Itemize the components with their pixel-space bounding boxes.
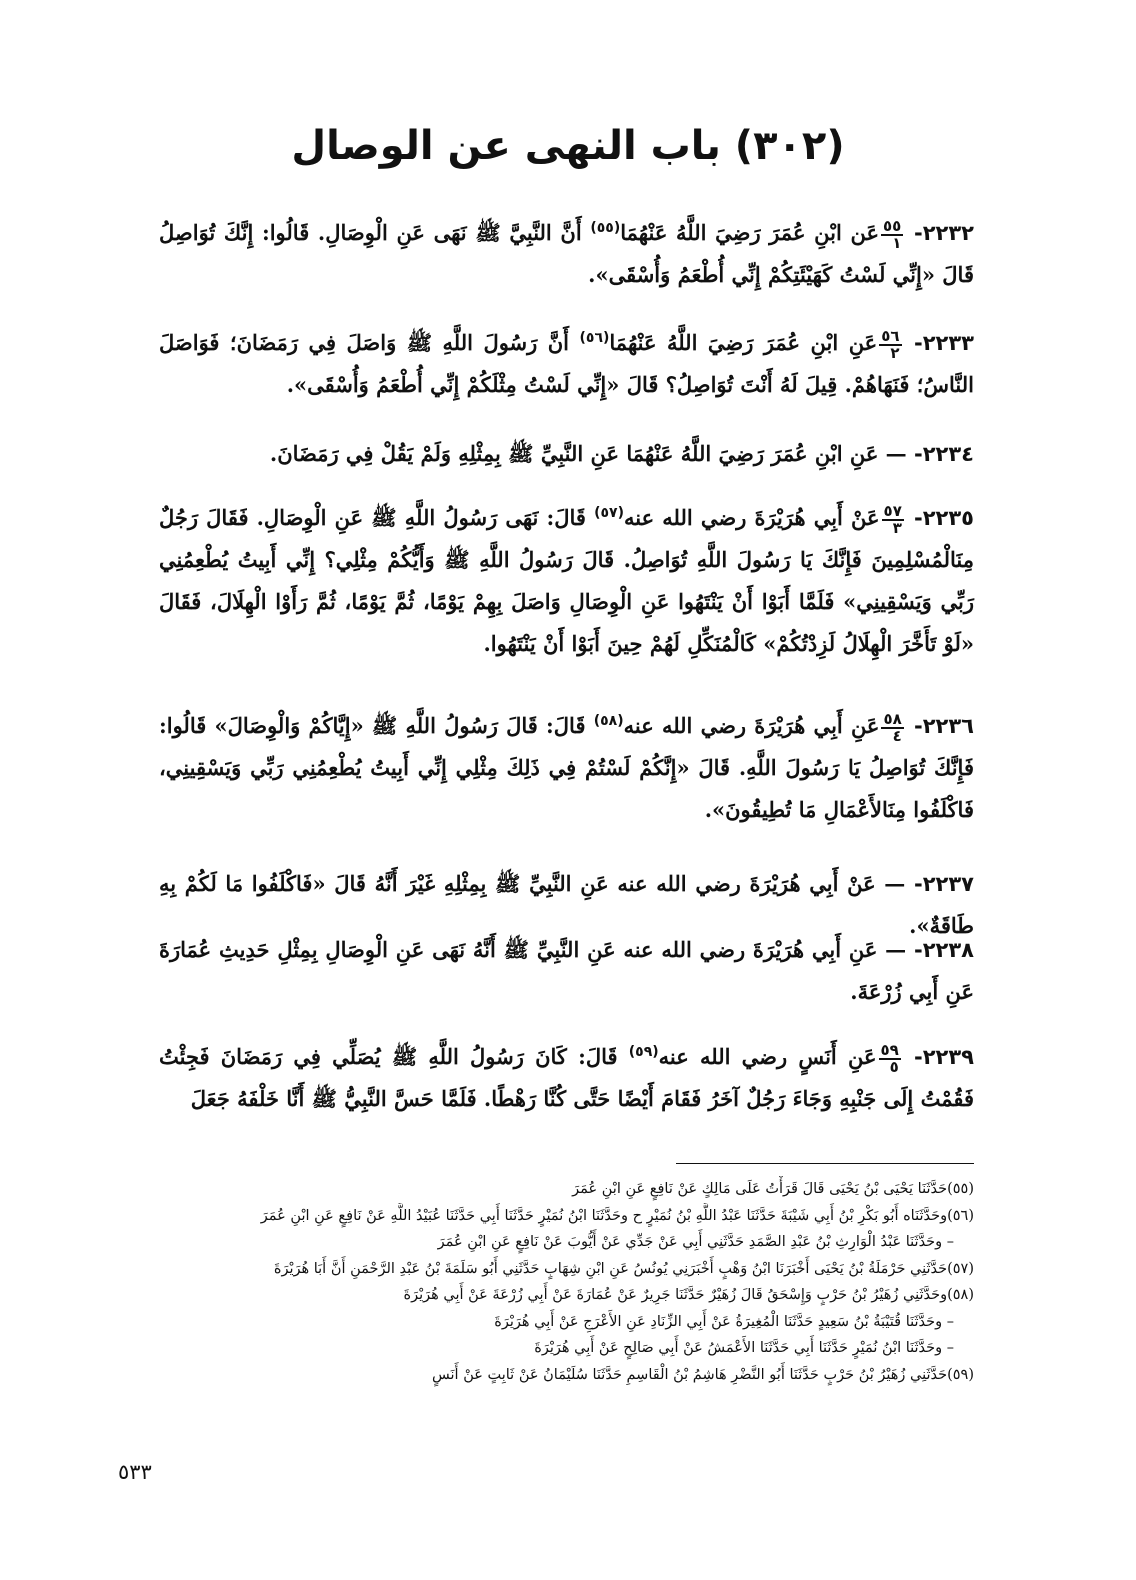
- hadith-text: أَنَّ النَّبِيَّ ﷺ نَهَى عَنِ الْوِصَالِ. قَالُوا: إِنَّكَ تُوَاصِلُ قَالَ «إِنِّي لَسْتُ كَهَيْئَتِكُمْ إِنِّي أُطْعَمُ وَأُسْقَى».: [159, 220, 974, 287]
- hadith-text: أَنَّ رَسُولَ اللَّهِ ﷺ وَاصَلَ فِي رَمَضَانَ؛ فَوَاصَلَ النَّاسُ؛ فَنَهَاهُمْ. قِيلَ لَهُ أَنْتَ تُوَاصِلُ؟ قَالَ «إِنِّي لَسْتُ مِثْلَكُمْ إِنِّي أُطْعَمُ وَأُسْقَى».: [159, 330, 974, 397]
- footnote-56: (٥٦)وحَدَّثَنَاه أَبُو بَكْرِ بْنُ أَبِي شَيْبَةَ حَدَّثَنَا عَبْدُ اللَّهِ بْنُ نُمَيْرٍ ح وحَدَّثَنَا ابْنُ نُمَيْرٍ حَدَّثَنَا أَبِي حَدَّثَنَا عُبَيْدُ اللَّهِ عَنْ نَافِعٍ عَنِ ابْنِ عُمَرَ: [260, 1207, 974, 1224]
- hadith-text: قَالَ: نَهَى رَسُولُ اللَّهِ ﷺ عَنِ الْوِصَالِ. فَقَالَ رَجُلٌ مِنَالْمُسْلِمِينَ فَإِنَّكَ يَا رَسُولَ اللَّهِ تُوَاصِلُ. قَالَ رَسُولُ اللَّهِ ﷺ وَأَيُّكُمْ مِثْلِي؟ إِنِّي أَبِيتُ يُطْعِمُنِي رَبِّي وَيَسْقِينِي» فَلَمَّا أَبَوْا أَنْ يَنْتَهُوا عَنِ الْوِصَالِ وَاصَلَ بِهِمْ يَوْمًا، ثُمَّ يَوْمًا، ثُمَّ رَأَوْا الْهِلَالَ، فَقَالَ «لَوْ تَأَخَّرَ الْهِلَالُ لَزِدْتُكُمْ» كَالْمُنَكِّلِ لَهُمْ حِينَ أَبَوْا أَنْ يَنْتَهُوا.: [159, 505, 974, 656]
- footnote-58: (٥٨)وحَدَّثَنِي زُهَيْرُ بْنُ حَرْبٍ وَإِسْحَقُ قَالَ زُهَيْرٌ حَدَّثَنَا جَرِيرٌ عَنْ عُمَارَةَ عَنْ أَبِي زُرْعَةَ عَنْ أَبِي هُرَيْرَةَ: [403, 1287, 974, 1303]
- fraction-numerator: ٥٩: [880, 1040, 899, 1059]
- footnote-55: (٥٥)حَدَّثَنَا يَحْيَى بْنُ يَحْيَى قَالَ قَرَأْتُ عَلَى مَالِكٍ عَنْ نَافِعٍ عَنِ ابْنِ عُمَرَ: [572, 1181, 974, 1197]
- hadith-text: عَنِ ابْنِ عُمَرَ رَضِيَ اللَّهُ عَنْهُمَا: [609, 330, 878, 355]
- hadith-fraction: [879, 1040, 901, 1076]
- fraction-denominator: ١: [892, 233, 902, 252]
- fraction-numerator: ٥٧: [883, 501, 902, 520]
- hadith-2238: [159, 929, 974, 1013]
- hadith-text: عَنِ أَنَسٍ رضي الله عنه: [658, 1044, 877, 1069]
- hadith-number: ٢٢٣٦-: [913, 714, 974, 738]
- page-number: ٥٣٣: [118, 1460, 152, 1484]
- chapter-title: (٣٠٢) باب النهى عن الوصال: [291, 123, 845, 169]
- fraction-denominator: ٢: [890, 343, 900, 362]
- hadith-number: ٢٢٣٧-: [914, 872, 974, 896]
- footnotes: [159, 1176, 974, 1388]
- fraction-numerator: ٥٥: [883, 216, 902, 235]
- footnote-ref: (٥٦): [579, 330, 610, 346]
- hadith-number: ٢٢٣٢-: [914, 221, 975, 245]
- fraction-denominator: ٣: [892, 518, 902, 537]
- footnote-divider: [676, 1163, 974, 1164]
- footnote-ref: (٥٩): [628, 1044, 659, 1060]
- hadith-2235: [159, 497, 974, 665]
- footnote-ref: (٥٨): [593, 713, 624, 729]
- footnote-58-cont-2: – وحَدَّثَنَا ابْنُ نُمَيْرٍ حَدَّثَنَا أَبِي حَدَّثَنَا الأَعْمَشُ عَنْ أَبِي صَالِحٍ عَنْ أَبِي هُرَيْرَةَ: [534, 1340, 954, 1356]
- hadith-number: ٢٢٣٩-: [914, 1045, 975, 1069]
- hadith-text: عَنِ أَبِي هُرَيْرَةَ رضي الله عنه: [623, 713, 880, 738]
- hadith-text: — عَنْ أَبِي هُرَيْرَةَ رضي الله عنه عَنِ النَّبِيِّ ﷺ بِمِثْلِهِ غَيْرَ أَنَّهُ قَالَ «فَاكْلَفُوا مَا لَكُمْ بِهِ طَاقَةٌ».: [159, 871, 974, 938]
- footnote-ref: (٥٧): [594, 505, 625, 521]
- footnote-56-cont: – وحَدَّثَنَا عَبْدُ الْوَارِثِ بْنُ عَبْدِ الصَّمَدِ حَدَّثَنِي أَبِي عَنْ جَدِّي عَنْ أَيُّوبَ عَنْ نَافِعٍ عَنِ ابْنِ عُمَرَ: [437, 1234, 954, 1250]
- hadith-number: ٢٢٣٨-: [914, 938, 975, 962]
- footnote-57: (٥٧)حَدَّثَنِي حَرْمَلَةُ بْنُ يَحْيَى أَخْبَرَنَا ابْنُ وَهْبٍ أَخْبَرَنِي يُونُسُ عَنِ ابْنِ شِهَابٍ حَدَّثَنِي أَبُو سَلَمَةَ بْنُ عَبْدِ الرَّحْمَنِ أَنَّ أَبَا هُرَيْرَةَ: [273, 1260, 974, 1277]
- hadith-text: عَن ابْنِ عُمَرَ رَضِيَ اللَّهُ عَنْهُمَا: [620, 220, 880, 245]
- fraction-denominator: ٤: [892, 726, 902, 745]
- hadith-number: ٢٢٣٣-: [914, 331, 975, 355]
- hadith-fraction: [882, 501, 904, 537]
- hadith-text: قَالَ: قَالَ رَسُولُ اللَّهِ ﷺ «إِيَّاكُمْ وَالْوِصَالَ» قَالُوا: فَإِنَّكَ تُوَاصِلُ يَا رَسُولَ اللَّهِ. قَالَ «إِنَّكُمْ لَسْتُمْ فِي ذَلِكَ مِثْلِي إِنِّي أَبِيتُ يُطْعِمُنِي رَبِّي وَيَسْقِينِي، فَاكْلَفُوا مِنَالأَعْمَالِ مَا تُطِيقُونَ».: [159, 713, 974, 822]
- footnote-58-cont-1: – وحَدَّثَنَا قُتَيْبَةُ بْنُ سَعِيدٍ حَدَّثَنَا الْمُغِيرَةُ عَنْ أَبِي الزِّنَادِ عَنِ الأَعْرَجِ عَنْ أَبِي هُرَيْرَةَ: [494, 1313, 954, 1330]
- hadith-fraction: [881, 709, 903, 745]
- hadith-text: — عَنِ ابْنِ عُمَرَ رَضِيَ اللَّهُ عَنْهُمَا عَنِ النَّبِيِّ ﷺ بِمِثْلِهِ وَلَمْ يَقُلْ فِي رَمَضَانَ.: [269, 441, 907, 466]
- hadith-2233: [159, 322, 974, 406]
- footnote-ref: (٥٥): [590, 220, 621, 236]
- hadith-text: قَالَ: كَانَ رَسُولُ اللَّهِ ﷺ يُصَلِّي فِي رَمَضَانَ فَجِئْتُ فَقُمْتُ إِلَى جَنْبِهِ وَجَاءَ رَجُلٌ آخَرُ فَقَامَ أَيْضًا حَتَّى كُنَّا رَهْطًا. فَلَمَّا حَسَّ النَّبِيُّ ﷺ أَنَّا خَلْفَهُ جَعَلَ: [159, 1044, 974, 1111]
- hadith-number: ٢٢٣٤-: [914, 442, 974, 466]
- footnote-59: (٥٩)حَدَّثَنِي زُهَيْرُ بْنُ حَرْبٍ حَدَّثَنَا أَبُو النَّضْرِ هَاشِمُ بْنُ الْقَاسِمِ حَدَّثَنَا سُلَيْمَانُ عَنْ ثَابِتٍ عَنْ أَنَسٍ: [432, 1366, 974, 1383]
- hadith-2232: [159, 212, 974, 296]
- fraction-numerator: ٥٨: [883, 709, 902, 728]
- fraction-numerator: ٥٦: [881, 326, 900, 345]
- hadith-text: عَنْ أَبِي هُرَيْرَةَ رضي الله عنه: [624, 505, 880, 530]
- hadith-text: — عَنِ أَبِي هُرَيْرَةَ رضي الله عنه عَنِ النَّبِيِّ ﷺ أَنَّهُ نَهَى عَنِ الْوِصَالِ بِمِثْلِ حَدِيثِ عُمَارَةَ عَنِ أَبِي زُرْعَةَ.: [159, 937, 974, 1004]
- hadith-2234: [159, 433, 974, 475]
- hadith-2239: [159, 1036, 974, 1120]
- hadith-fraction: [879, 326, 901, 362]
- fraction-denominator: ٥: [889, 1057, 899, 1076]
- hadith-2236: [159, 705, 974, 831]
- hadith-fraction: [881, 216, 903, 252]
- hadith-number: ٢٢٣٥-: [914, 506, 974, 530]
